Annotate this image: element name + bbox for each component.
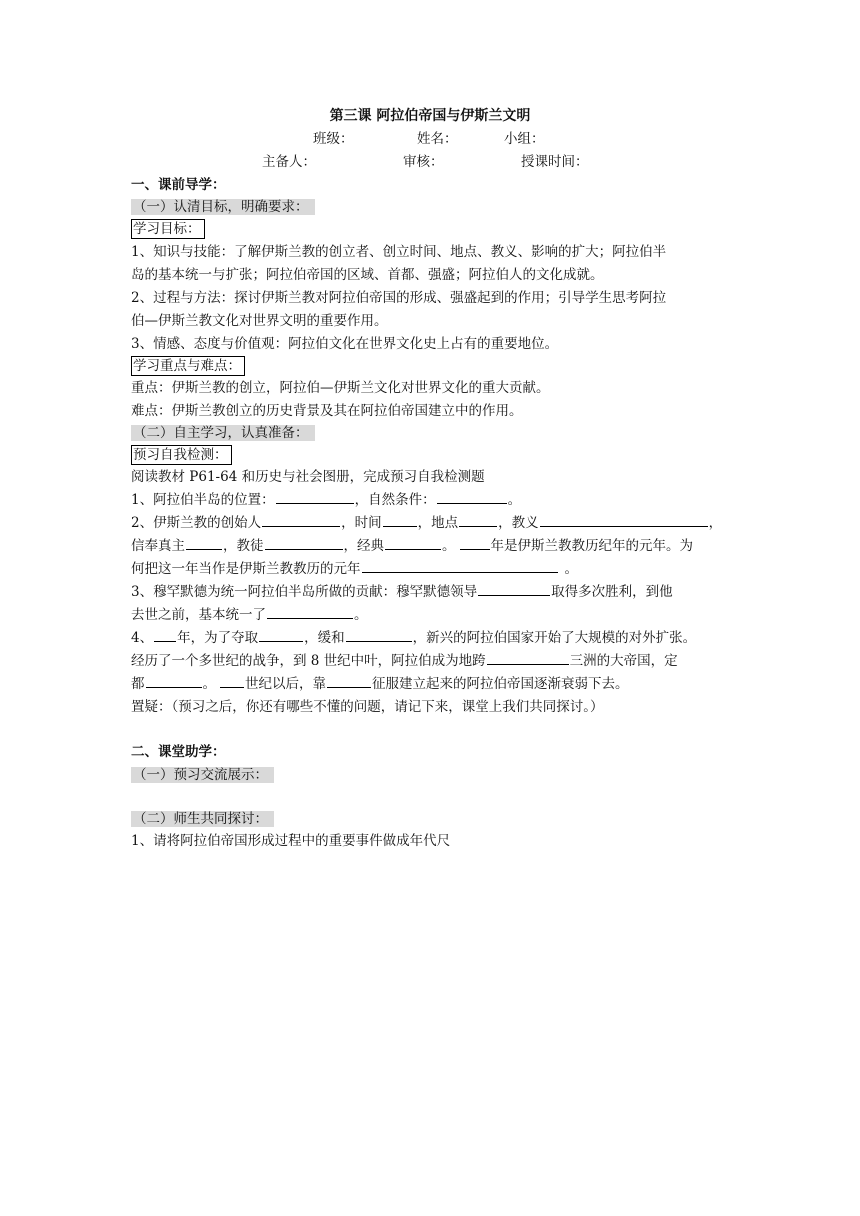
- q4-text-i: 世纪以后，靠: [245, 676, 326, 692]
- q2-text-j: 年是伊斯兰教教历纪年的元年。为: [490, 538, 693, 554]
- self-check-label: 预习自我检测：: [131, 445, 232, 465]
- q2-blank-time[interactable]: [383, 512, 417, 527]
- goals-label: 学习目标：: [131, 219, 205, 239]
- q3-text-c: 去世之前，基本统一了: [131, 607, 266, 623]
- q4-text-e: 经历了一个多世纪的战争，到 8 世纪中叶，阿拉伯成为地跨: [131, 653, 486, 669]
- q2-blank-founder[interactable]: [262, 512, 340, 527]
- header-reviewer-label: 审核：: [403, 154, 444, 170]
- subsection-2-1: [131, 764, 274, 786]
- q3-blank-lead[interactable]: [478, 581, 550, 596]
- question-4-line3: [131, 673, 629, 695]
- check-label-row: [131, 444, 232, 466]
- goal2-line1: 2、过程与方法：探讨伊斯兰教对阿拉伯帝国的形成、强盛起到的作用；引导学生思考阿拉: [131, 290, 667, 306]
- focus-label-row: [131, 355, 245, 377]
- subsection-1-2: [131, 422, 315, 444]
- q4-blank-year[interactable]: [154, 627, 176, 642]
- goal1-line2: 岛的基本统一与扩张；阿拉伯帝国的区域、首都、强盛；阿拉伯人的文化成就。: [131, 267, 604, 283]
- q4-text-f: 三洲的大帝国，定: [569, 653, 678, 669]
- goal1-line1: 1、知识与技能：了解伊斯兰教的创立者、创立时间、地点、教义、影响的扩大；阿拉伯半: [131, 244, 667, 260]
- question-2-line3: [131, 558, 578, 580]
- q3-text-a: 3、穆罕默德为统一阿拉伯半岛所做的贡献：穆罕默德领导: [131, 584, 478, 600]
- discussion-item-1: 1、请将阿拉伯帝国形成过程中的重要事件做成年代尺: [131, 833, 451, 849]
- q4-blank-means[interactable]: [327, 673, 371, 688]
- q4-blank-century[interactable]: [220, 673, 244, 688]
- q2-text-f: 信奉真主: [131, 538, 185, 554]
- doubt-line: 置疑：（预习之后，你还有哪些不懂的问题，请记下来，课堂上我们共同探讨。）: [131, 699, 604, 715]
- section1-heading: 一、课前导学：: [131, 177, 226, 193]
- q2-text-b: ，时间: [341, 515, 382, 531]
- question-2-line2: [131, 535, 693, 557]
- question-2-line1: [131, 512, 722, 534]
- goal3-line: 3、情感、态度与价值观：阿拉伯文化在世界文化史上占有的重要地位。: [131, 336, 559, 352]
- subsection-2-2-label: （二）师生共同探讨：: [131, 811, 274, 827]
- q2-blank-year[interactable]: [460, 535, 490, 550]
- subsection-1-1: [131, 196, 315, 218]
- q2-blank-place[interactable]: [459, 512, 497, 527]
- header-name-label: 姓名：: [417, 131, 458, 147]
- header-group-label: 小组：: [504, 131, 545, 147]
- focus-line: 重点：伊斯兰教的创立，阿拉伯—伊斯兰文化对世界文化的重大贡献。: [131, 380, 550, 396]
- q4-text-g: 都: [131, 676, 145, 692]
- q4-text-b: 年，为了夺取: [177, 630, 259, 646]
- question-4-line1: [131, 627, 696, 649]
- q4-text-a: 4、: [131, 630, 154, 646]
- q4-text-j: 征服建立起来的阿拉伯帝国逐渐衰弱下去。: [372, 676, 629, 692]
- question-4-line2: [131, 650, 678, 672]
- q4-blank-continents[interactable]: [487, 650, 569, 665]
- q3-text-b: 取得多次胜利，到他: [551, 584, 673, 600]
- q4-blank-seize[interactable]: [259, 627, 303, 642]
- document-title: 第三课 阿拉伯帝国与伊斯兰文明: [329, 108, 531, 124]
- q2-text-e: ，: [708, 515, 723, 531]
- goals-label-row: [131, 218, 205, 240]
- q3-blank-unified[interactable]: [267, 604, 353, 619]
- q2-text-l: 。: [564, 561, 578, 577]
- question-3-line2: [131, 604, 368, 626]
- q2-text-d: ，教义: [498, 515, 539, 531]
- question-1: [131, 489, 521, 511]
- q2-text-h: ，经典: [343, 538, 384, 554]
- q2-text-g: ，教徒: [223, 538, 264, 554]
- q1-text-b: ，自然条件：: [354, 492, 436, 508]
- header-class-label: 班级：: [313, 131, 354, 147]
- section2-heading: 二、课堂助学：: [131, 744, 226, 760]
- subsection-2-2: [131, 808, 274, 830]
- q2-blank-believers[interactable]: [265, 535, 343, 550]
- q2-text-i: 。: [442, 538, 456, 554]
- header-preparer-label: 主备人：: [262, 154, 316, 170]
- q3-text-d: 。: [354, 607, 368, 623]
- q2-text-a: 2、伊斯兰教的创始人: [131, 515, 262, 531]
- q4-blank-ease[interactable]: [346, 627, 412, 642]
- subsection-2-1-label: （一）预习交流展示：: [131, 767, 274, 783]
- q1-blank-conditions[interactable]: [437, 489, 507, 504]
- q2-blank-believe[interactable]: [186, 535, 222, 550]
- q4-text-h: 。: [202, 676, 216, 692]
- q2-text-c: ，地点: [417, 515, 459, 531]
- focus-difficulty-label: 学习重点与难点：: [131, 356, 245, 376]
- difficulty-line: 难点：伊斯兰教创立的历史背景及其在阿拉伯帝国建立中的作用。: [131, 403, 523, 419]
- q2-text-k: 何把这一年当作是伊斯兰教教历的元年: [131, 561, 361, 577]
- question-3-line1: [131, 581, 673, 603]
- q4-blank-capital[interactable]: [146, 673, 202, 688]
- q4-text-d: ，新兴的阿拉伯国家开始了大规模的对外扩张。: [412, 630, 697, 646]
- q1-text-a: 1、阿拉伯半岛的位置：: [131, 492, 275, 508]
- q4-text-c: ，缓和: [304, 630, 345, 646]
- subsection-1-2-label: （二）自主学习，认真准备：: [131, 425, 315, 441]
- subsection-1-1-label: （一）认清目标，明确要求：: [131, 199, 315, 215]
- reading-instruction: 阅读教材 P61-64 和历史与社会图册，完成预习自我检测题: [131, 469, 485, 485]
- goal2-line2: 伯—伊斯兰教文化对世界文明的重要作用。: [131, 313, 388, 329]
- q2-blank-scripture[interactable]: [385, 535, 441, 550]
- q2-blank-doctrine[interactable]: [540, 512, 708, 527]
- q2-blank-reason[interactable]: [362, 558, 558, 573]
- q1-blank-location[interactable]: [276, 489, 354, 504]
- header-time-label: 授课时间：: [521, 154, 589, 170]
- q1-text-c: 。: [507, 492, 522, 508]
